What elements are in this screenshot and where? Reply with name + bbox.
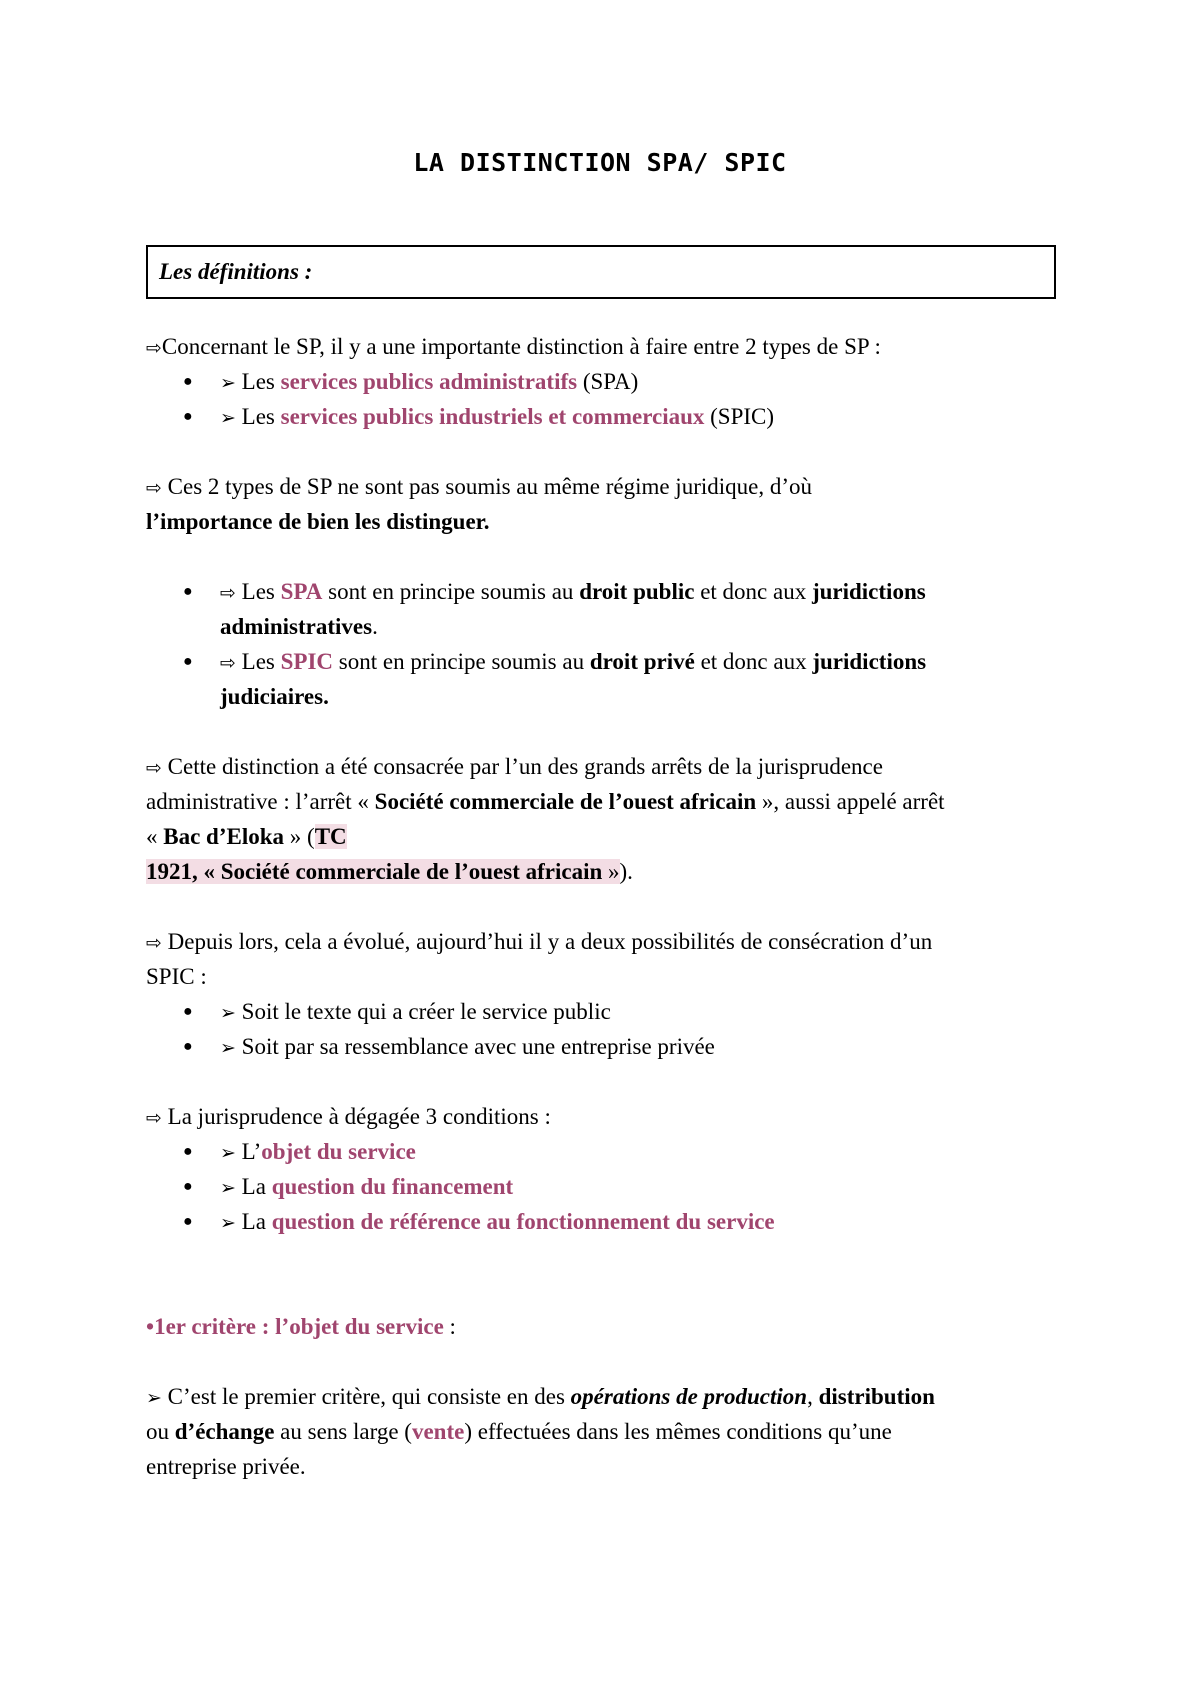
p4-line1: ⇨ Cette distinction a été consacrée par l’un des grands arrêts de la jurisprudence: [146, 754, 883, 779]
p5-bullet-2: ➢ Soit par sa ressemblance avec une entreprise privée: [220, 1034, 715, 1059]
p1-bullet-spic: ➢ Les services publics industriels et commerciaux (SPIC): [220, 404, 775, 429]
white-arrow-icon: ⇨: [146, 932, 162, 954]
arrowhead-icon: ➢: [220, 372, 236, 394]
p2-line2: l’importance de bien les distinguer.: [146, 509, 490, 534]
definitions-box: [146, 245, 1056, 299]
arrowhead-icon: ➢: [146, 1387, 162, 1409]
arrowhead-icon: ➢: [220, 1212, 236, 1234]
p6-bullet-2: ➢ La question du financement: [220, 1174, 514, 1199]
arrowhead-icon: ➢: [220, 1037, 236, 1059]
p4-line4: 1921, « Société commerciale de l’ouest africain »).: [146, 859, 633, 884]
p5-line1: ⇨ Depuis lors, cela a évolué, aujourd’hui il y a deux possibilités de consécration d’un: [146, 929, 933, 954]
bullet-icon: ●: [183, 1213, 193, 1230]
bullet-icon: ●: [183, 583, 193, 600]
white-arrow-icon: ⇨: [146, 477, 162, 499]
p6-intro: ⇨ La jurisprudence à dégagée 3 conditions :: [146, 1104, 551, 1129]
p3-bullet-spa-cont: administratives.: [220, 614, 378, 639]
p3-bullet-spic: ⇨ Les SPIC sont en principe soumis au droit privé et donc aux juridictions: [220, 649, 927, 674]
white-arrow-icon: ⇨: [220, 582, 236, 604]
bullet-icon: ●: [183, 1143, 193, 1160]
page-title: LA DISTINCTION SPA/ SPIC: [413, 148, 787, 177]
bullet-icon: ●: [183, 408, 193, 425]
definitions-heading: Les définitions :: [159, 259, 313, 284]
bullet-icon: ●: [183, 1178, 193, 1195]
p7-line3: entreprise privée.: [146, 1454, 306, 1479]
bullet-icon: ●: [183, 1038, 193, 1055]
bullet-icon: ●: [183, 653, 193, 670]
white-arrow-icon: ⇨: [146, 1107, 162, 1129]
bullet-icon: ●: [183, 373, 193, 390]
p7-line1: ➢ C’est le premier critère, qui consiste en des opérations de production, distribution: [146, 1384, 935, 1409]
arrowhead-icon: ➢: [220, 1177, 236, 1199]
white-arrow-icon: ⇨: [220, 652, 236, 674]
criterion-heading: •1er critère : l’objet du service :: [146, 1314, 456, 1339]
p6-bullet-1: ➢ L’objet du service: [220, 1139, 416, 1164]
p4-line3: « Bac d’Eloka » (TC: [146, 824, 347, 849]
p5-bullet-1: ➢ Soit le texte qui a créer le service public: [220, 999, 611, 1024]
bullet-icon: ●: [183, 1003, 193, 1020]
p7-line2: ou d’échange au sens large (vente) effectuées dans les mêmes conditions qu’une: [146, 1419, 892, 1444]
arrowhead-icon: ➢: [220, 1002, 236, 1024]
white-arrow-icon: ⇨: [146, 757, 162, 779]
p5-line2: SPIC :: [146, 964, 207, 989]
arrowhead-icon: ➢: [220, 1142, 236, 1164]
p6-bullet-3: ➢ La question de référence au fonctionnement du service: [220, 1209, 775, 1234]
p3-bullet-spa: ⇨ Les SPA sont en principe soumis au droit public et donc aux juridictions: [220, 579, 926, 604]
p3-bullet-spic-cont: judiciaires.: [220, 684, 329, 709]
white-arrow-icon: ⇨: [146, 337, 162, 359]
arrowhead-icon: ➢: [220, 407, 236, 429]
p2-line1: ⇨ Ces 2 types de SP ne sont pas soumis au même régime juridique, d’où: [146, 474, 813, 499]
p1-intro: ⇨Concernant le SP, il y a une importante distinction à faire entre 2 types de SP :: [146, 334, 881, 359]
p1-bullet-spa: ➢ Les services publics administratifs (SPA): [220, 369, 639, 394]
p4-line2: administrative : l’arrêt « Société commerciale de l’ouest africain », aussi appelé arrêt: [146, 789, 945, 814]
